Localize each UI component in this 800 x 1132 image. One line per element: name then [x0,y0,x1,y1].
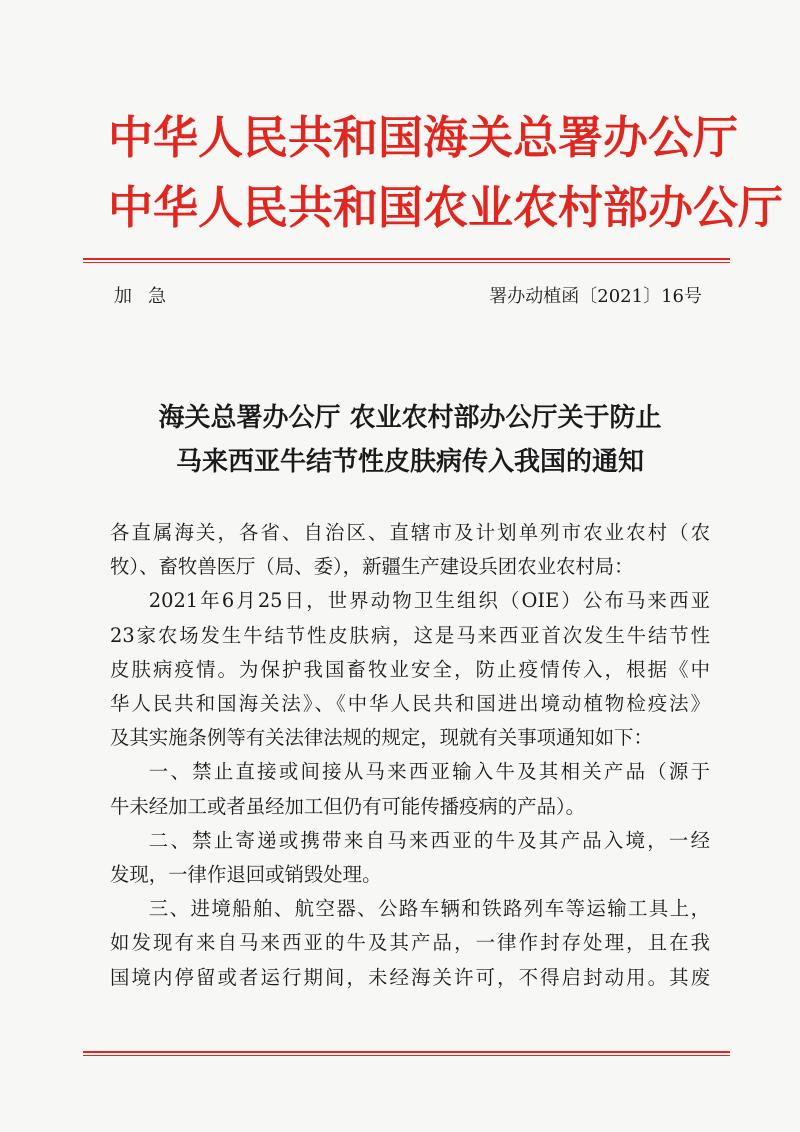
item-1-paragraph [110,755,710,823]
issuer-customs-office: 中华人民共和国海关总署办公厅 [108,111,739,164]
body-line: 三、进境船舶、航空器、公路车辆和铁路列车等运输工具上， [148,897,710,921]
body-line: 如发现有来自马来西亚的牛及其产品，一律作封存处理，且在我 [110,931,710,955]
issuer-agriculture-office: 中华人民共和国农业农村部办公厅 [108,181,784,234]
urgency-mark: 加急 [114,286,182,307]
footer-red-rule-thin [83,1055,730,1056]
body-line: 牧）、畜牧兽医厅（局、委），新疆生产建设兵团农业农村局： [110,555,634,579]
body-line: 牛未经加工或者虽经加工但仍有可能传播疫病的产品）。 [110,794,586,818]
addressee-paragraph [110,516,710,584]
body-line: 及其实施条例等有关法律法规的规定，现就有关事项通知如下： [110,726,653,750]
body-line: 2021年6月25日，世界动物卫生组织（OIE）公布马来西亚 [148,589,710,613]
body-line: 华人民共和国海关法》、《中华人民共和国进出境动植物检疫法》 [110,692,710,716]
document-number: 署办动植函〔2021〕16号 [489,286,702,307]
body-line: 发现，一律作退回或销毁处理。 [110,863,382,887]
notice-body [110,516,710,995]
paragraph-outbreak [110,584,710,755]
header-red-rule [83,258,730,260]
item-2-paragraph [110,824,710,892]
notice-title-line-2: 马来西亚牛结节性皮肤病传入我国的通知 [175,447,644,477]
body-line: 二、禁止寄递或携带来自马来西亚的牛及其产品入境，一经 [148,828,710,852]
header-red-rule-thin [83,262,730,263]
body-line: 国境内停留或者运行期间，未经海关许可，不得启封动用。其废 [110,965,710,989]
footer-red-rule [83,1051,730,1053]
body-line: 皮肤病疫情。为保护我国畜牧业安全，防止疫情传入，根据《中 [110,657,710,681]
item-3-paragraph [110,892,710,995]
notice-title-line-1: 海关总署办公厅 农业农村部办公厅关于防止 [158,403,662,433]
body-line: 各直属海关，各省、自治区、直辖市及计划单列市农业农村（农 [110,521,710,544]
body-line: 一、禁止直接或间接从马来西亚输入牛及其相关产品（源于 [148,760,710,784]
body-line: 23家农场发生牛结节性皮肤病，这是马来西亚首次发生牛结节性 [110,623,710,647]
